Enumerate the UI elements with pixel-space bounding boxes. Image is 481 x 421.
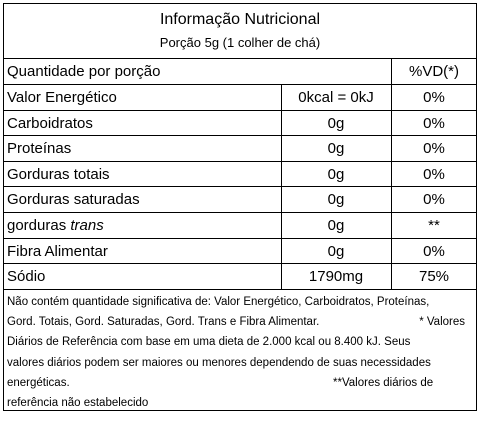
column-divider: [281, 239, 282, 264]
nutrient-vd: 0%: [423, 242, 445, 260]
column-divider: [281, 85, 282, 110]
table-row: [4, 239, 476, 265]
column-divider: [391, 213, 392, 238]
column-divider: [391, 85, 392, 110]
nutrient-amount: 0kcal = 0kJ: [298, 89, 374, 106]
column-divider: [281, 187, 282, 212]
nutrient-amount: 0g: [327, 216, 345, 234]
column-divider: [391, 239, 392, 264]
label-title: Informação Nutricional: [159, 11, 321, 28]
nutrient-name-italic: trans: [70, 216, 104, 234]
nutrient-amount: 0g: [327, 114, 345, 132]
nutrient-amount: 1790mg: [308, 268, 364, 286]
label-header: [4, 4, 476, 58]
nutrient-name: Valor Energético: [7, 89, 117, 106]
nutrient-name: Sódio: [7, 268, 46, 286]
nutrient-vd: 0%: [423, 140, 445, 158]
column-divider: [281, 213, 282, 238]
column-divider: [391, 59, 392, 84]
footnote-text: Não contém quantidade significativa de: Valor Energético, Carboidratos, Proteínas,: [7, 296, 430, 308]
footnote-text: energéticas.: [7, 376, 70, 389]
nutrient-name: Fibra Alimentar: [7, 242, 108, 260]
column-header-nutrient: Quantidade por porção: [7, 63, 161, 80]
table-row: [4, 111, 476, 137]
column-divider: [281, 264, 282, 289]
footnote-text: **Valores diários de: [333, 376, 434, 389]
footnote-line: [7, 332, 473, 352]
column-divider: [391, 187, 392, 212]
column-divider: [281, 136, 282, 161]
nutrient-name-prefix: gorduras: [7, 216, 71, 234]
footnote-line: [7, 373, 473, 393]
nutrient-vd: 0%: [423, 165, 445, 183]
column-divider: [281, 162, 282, 187]
portion-size: Porção 5g (1 colher de chá): [159, 35, 321, 50]
footnote: [7, 292, 473, 413]
column-header-vd: %VD(*): [408, 63, 459, 80]
nutrient-amount: 0g: [327, 191, 345, 209]
nutrient-vd: 0%: [423, 114, 445, 132]
nutrient-name: Proteínas: [7, 140, 72, 158]
nutrient-vd: **: [428, 216, 440, 234]
table-row: [4, 136, 476, 162]
column-divider: [391, 264, 392, 289]
footnote-text: referência não estabelecido: [7, 396, 149, 409]
nutrition-table: [4, 58, 476, 290]
footnote-line: [7, 312, 473, 332]
table-row: [4, 85, 476, 111]
nutrition-facts-label: [3, 3, 477, 411]
footnote-text: Gord. Totais, Gord. Saturadas, Gord. Trans e Fibra Alimentar.: [7, 316, 320, 329]
table-row: [4, 162, 476, 188]
nutrient-amount: 0g: [327, 165, 345, 183]
table-row: [4, 187, 476, 213]
nutrient-amount: 0g: [327, 140, 345, 158]
column-divider: [391, 111, 392, 136]
footnote-text: * Valores: [419, 316, 465, 329]
column-divider: [281, 111, 282, 136]
footnote-text: Diários de Referência com base em uma dieta de 2.000 kcal ou 8.400 kJ. Seus: [7, 336, 411, 349]
nutrient-name: Gorduras totais: [7, 165, 110, 183]
column-divider: [391, 162, 392, 187]
nutrient-name: Gorduras saturadas: [7, 191, 140, 209]
footnote-line: [7, 292, 473, 312]
footnote-line: [7, 393, 473, 413]
nutrient-vd: 0%: [423, 191, 445, 209]
column-divider: [391, 136, 392, 161]
nutrient-name: Carboidratos: [7, 114, 93, 132]
table-header-row: [4, 59, 476, 85]
nutrient-vd: 75%: [418, 268, 450, 286]
nutrient-amount: 0g: [327, 242, 345, 260]
table-row: [4, 264, 476, 290]
nutrient-vd: 0%: [423, 89, 445, 106]
nutrient-name: [7, 213, 104, 238]
footnote-text: valores diários podem ser maiores ou menores dependendo de suas necessidades: [7, 356, 431, 369]
table-row: [4, 213, 476, 239]
footnote-line: [7, 353, 473, 373]
